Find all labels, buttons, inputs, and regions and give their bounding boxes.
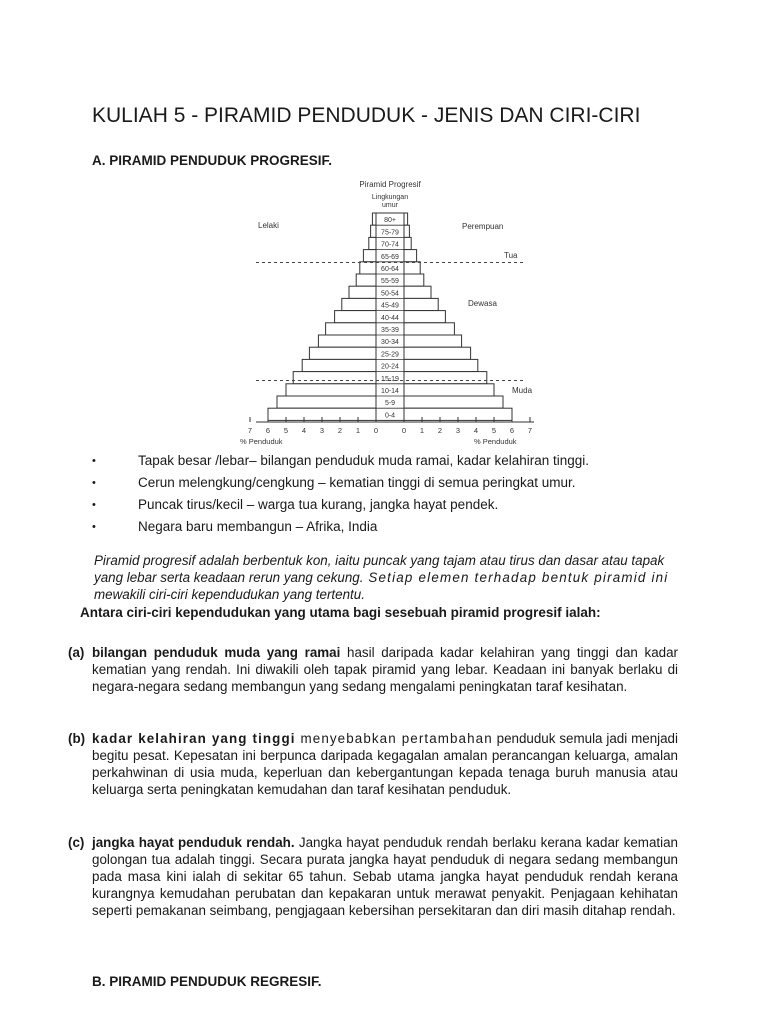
- section-b-heading: B. PIRAMID PENDUDUK REGRESIF.: [92, 974, 322, 989]
- age-group-label: 50-54: [381, 290, 399, 298]
- x-tick-label: 4: [301, 426, 307, 435]
- pyramid-chart: [236, 176, 546, 450]
- bullet-list: [92, 452, 732, 540]
- item-lead: jangka hayat penduduk rendah.: [92, 835, 295, 850]
- bar-lelaki: [342, 298, 376, 310]
- bullet-item: [92, 518, 732, 540]
- dewasa-label: Dewasa: [468, 299, 497, 308]
- bullet-dot: •: [92, 477, 96, 489]
- bar-perempuan: [404, 323, 454, 335]
- bar-lelaki: [349, 286, 376, 298]
- bullet-dot: •: [92, 521, 96, 533]
- bar-lelaki: [326, 323, 376, 335]
- age-group-label: 15-19: [381, 375, 399, 383]
- perempuan-label: Perempuan: [462, 222, 504, 231]
- age-group-label: 45-49: [381, 302, 399, 310]
- bar-perempuan: [404, 335, 462, 347]
- x-tick-label: 5: [283, 426, 289, 435]
- age-group-label: 70-74: [381, 241, 399, 249]
- bullet-item: [92, 474, 732, 496]
- bar-lelaki: [360, 262, 376, 274]
- muda-label: Muda: [512, 386, 533, 395]
- x-tick-label: 2: [337, 426, 343, 435]
- document-title: KULIAH 5 - PIRAMID PENDUDUK - JENIS DAN CIRI-CIRI: [92, 104, 641, 127]
- age-group-label: 35-39: [381, 327, 399, 334]
- item-label: (a): [68, 645, 85, 660]
- italic-part-1: Piramid progresif adalah berbentuk kon, iaitu puncak yang tajam atau tirus dan dasar atau tapak yang lebar serta keadaan rerun yang cekung.: [94, 553, 665, 585]
- tua-label: Tua: [504, 251, 518, 260]
- bullet-text: Cerun melengkung/cengkung – kematian tinggi di semua peringkat umur.: [138, 475, 576, 490]
- bar-perempuan: [404, 274, 424, 286]
- bar-perempuan: [404, 225, 409, 237]
- italic-description: [94, 552, 684, 603]
- bar-perempuan: [404, 384, 494, 396]
- item-text: penduduk semula jadi menjadi begitu pesat. Kepesatan ini berpunca daripada kegagalan amalan perancangan keluarga, amalan perkahwinan di usia muda, keperluan dan kebergantungan kepada tenaga buruh manusia atau keluarga serta peningkatan kemudahan dan taraf kesihatan penduduk.: [92, 731, 678, 797]
- bullet-dot: •: [92, 499, 96, 511]
- item-label: (c): [68, 835, 85, 850]
- pyramid-figure: [236, 176, 546, 450]
- bar-perempuan: [404, 311, 445, 323]
- bar-perempuan: [404, 250, 417, 262]
- axis-right-label: % Penduduk: [474, 437, 517, 446]
- italic-part-2: Setiap elemen terhadap bentuk piramid ini: [363, 570, 669, 585]
- bar-lelaki: [302, 359, 376, 371]
- item-body: [92, 834, 678, 919]
- item-spaced-text: menyebabkan pertambahan: [295, 731, 493, 746]
- item-body: [92, 730, 678, 798]
- item-body: [92, 644, 678, 695]
- axis-left-label: % Penduduk: [240, 437, 283, 446]
- age-group-label: 25-29: [381, 351, 399, 359]
- bar-perempuan: [404, 286, 431, 298]
- age-group-label: 55-59: [381, 278, 399, 286]
- item-text: Jangka hayat penduduk rendah berlaku kerana kadar kematian golongan tua adalah tinggi. Secara purata jangka hayat penduduk di negara sedang membangun pada masa kini ialah di sekitar 65 tahun. Sebab utama jangka hayat penduduk rendah kerana kurangnya kemudahan perubatan dan kepakaran untuk merawat penyakit. Penjagaan kehihatan seperti pemakanan seimbang, pengjagaan kebersihan persekitaran dan diri masih ditahap rendah.: [92, 835, 678, 918]
- x-tick-label: 5: [491, 426, 497, 435]
- x-tick-label: 0: [373, 426, 379, 435]
- bar-lelaki: [371, 225, 376, 237]
- x-tick-label: 6: [509, 426, 515, 435]
- age-group-label: 40-44: [381, 314, 399, 322]
- age-group-label: 5-9: [384, 400, 396, 408]
- x-tick-label: 6: [265, 426, 271, 435]
- age-group-label: 0-4: [384, 412, 396, 420]
- italic-part-3: mewakili ciri-ciri kependudukan yang tertentu.: [94, 587, 365, 602]
- bullet-item: [92, 496, 732, 518]
- chart-title: Piramid Progresif: [359, 180, 421, 189]
- age-group-label: 75-79: [381, 229, 399, 237]
- x-tick-label: 3: [455, 426, 461, 435]
- bar-lelaki: [318, 335, 376, 347]
- x-tick-label: 1: [355, 426, 361, 435]
- item-b: [68, 730, 678, 798]
- item-c: [68, 834, 678, 919]
- bar-lelaki: [293, 372, 376, 384]
- bar-perempuan: [404, 372, 487, 384]
- age-group-label: 30-34: [381, 339, 399, 347]
- lelaki-label: Lelaki: [258, 221, 279, 230]
- section-a-heading: A. PIRAMID PENDUDUK PROGRESIF.: [92, 153, 333, 168]
- bar-perempuan: [404, 359, 478, 371]
- bullet-dot: •: [92, 455, 96, 467]
- x-tick-label: 3: [319, 426, 325, 435]
- age-group-label: 60-64: [381, 266, 399, 273]
- age-group-label: 20-24: [381, 363, 399, 371]
- bullet-text: Negara baru membangun – Afrika, India: [138, 519, 378, 534]
- item-text: hasil daripada kadar kelahiran yang tinggi dan kadar kematian yang rendah. Ini diwakili oleh tapak piramid yang lebar. Keadaan ini banyak berlaku di negara-negara sedang membangun yang sedang mengalami peningkatan taraf kesihatan.: [92, 645, 678, 694]
- bar-perempuan: [404, 347, 471, 359]
- x-tick-label: 2: [437, 426, 443, 435]
- x-tick-label: 1: [419, 426, 425, 435]
- bar-perempuan: [404, 237, 411, 249]
- x-tick-label: 7: [527, 426, 533, 435]
- bullet-text: Tapak besar /lebar– bilangan penduduk muda ramai, kadar kelahiran tinggi.: [138, 453, 590, 468]
- bar-lelaki: [372, 213, 376, 225]
- bar-lelaki: [369, 237, 376, 249]
- age-group-label: 65-69: [381, 253, 399, 261]
- item-a: [68, 644, 678, 695]
- bullet-item: [92, 452, 732, 474]
- x-tick-label: 0: [401, 426, 407, 435]
- center-label-2: umur: [382, 202, 398, 209]
- bar-lelaki: [363, 250, 376, 262]
- x-tick-label: 7: [247, 426, 253, 435]
- bar-lelaki: [335, 311, 376, 323]
- bullet-text: Puncak tirus/kecil – warga tua kurang, jangka hayat pendek.: [138, 497, 499, 512]
- x-tick-label: 4: [473, 426, 479, 435]
- item-lead: kadar kelahiran yang tinggi: [92, 731, 296, 746]
- bar-lelaki: [309, 347, 376, 359]
- center-label-1: Lingkungan: [371, 194, 409, 201]
- item-label: (b): [68, 731, 86, 746]
- bar-lelaki: [277, 396, 376, 408]
- item-lead: bilangan penduduk muda yang ramai: [92, 645, 341, 660]
- intro-paragraph: Antara ciri-ciri kependudukan yang utama bagi sesebuah piramid progresif ialah:: [80, 605, 601, 620]
- bar-perempuan: [404, 298, 438, 310]
- bar-perempuan: [404, 213, 408, 225]
- bar-lelaki: [356, 274, 376, 286]
- bar-lelaki: [286, 384, 376, 396]
- age-group-label: 10-14: [381, 388, 399, 395]
- age-group-label: 80+: [384, 217, 396, 225]
- bar-perempuan: [404, 262, 420, 274]
- bar-perempuan: [404, 396, 503, 408]
